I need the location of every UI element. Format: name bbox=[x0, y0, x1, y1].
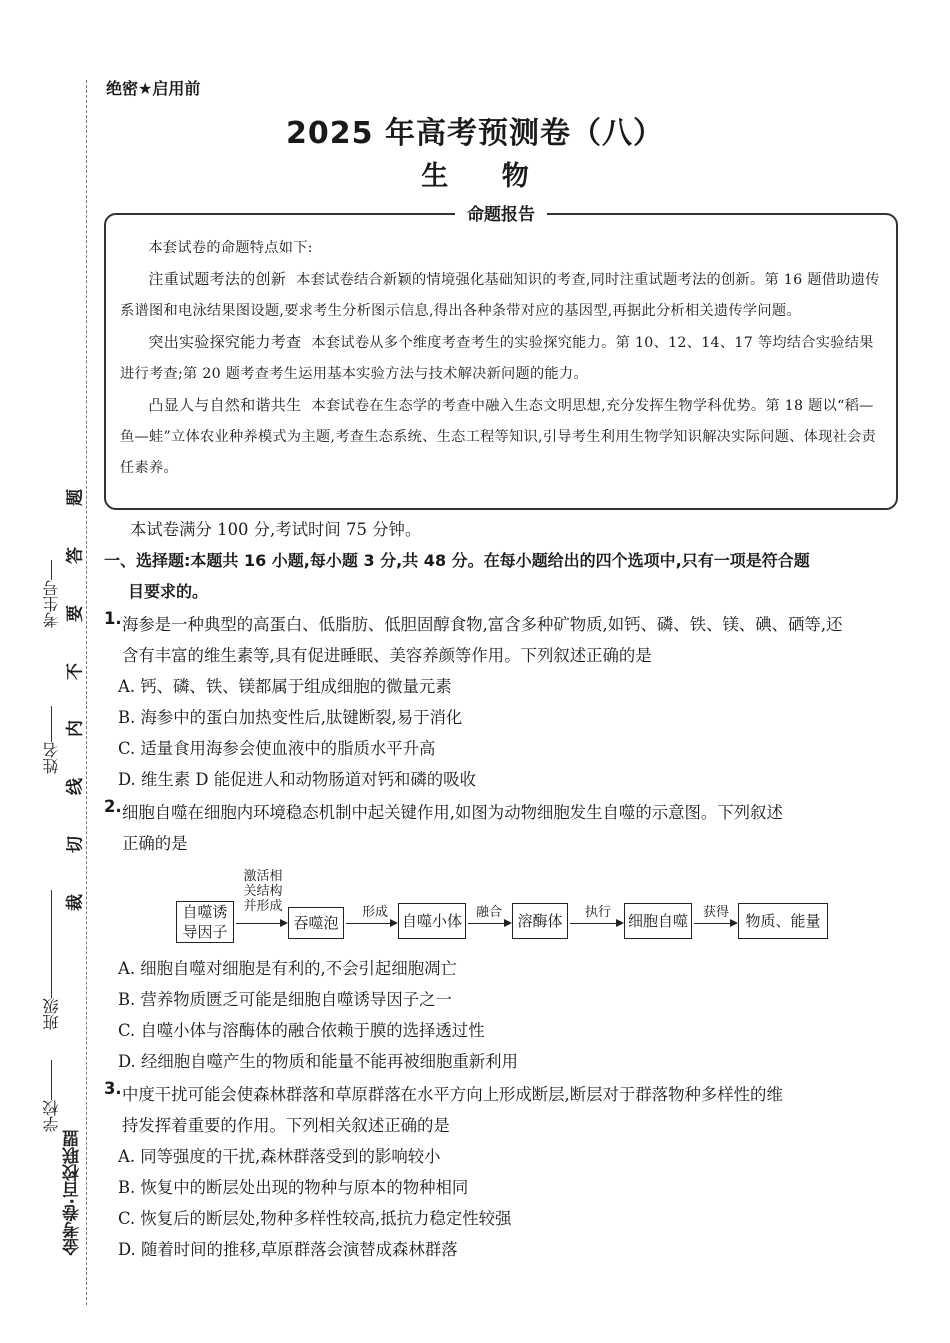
warning-char: 要 bbox=[65, 604, 86, 622]
flow-edge-label: 激活相 关结构 并形成 bbox=[243, 869, 283, 914]
warning-char: 切 bbox=[65, 836, 86, 854]
question-1 bbox=[104, 609, 894, 795]
question-number: 1. bbox=[104, 609, 122, 628]
flow-arrow bbox=[694, 923, 736, 924]
report-body bbox=[120, 233, 884, 484]
question-stem-line: 海参是一种典型的高蛋白、低脂肪、低胆固醇食物,富含多种矿物质,如钙、磷、铁、镁、碘、硒等,还 bbox=[122, 615, 843, 634]
section-heading-line: 一、选择题:本题共 16 小题,每小题 3 分,共 48 分。在每小题给出的四个选项中,只有一项是符合题 bbox=[104, 551, 810, 570]
full-score-note: 本试卷满分 100 分,考试时间 75 分钟。 bbox=[130, 520, 422, 539]
option-d[interactable]: D. 经细胞自噬产生的物质和能量不能再被细胞重新利用 bbox=[118, 1052, 518, 1071]
do-not-answer-warning bbox=[64, 485, 86, 915]
option-a[interactable]: A. 细胞自噬对细胞是有利的,不会引起细胞凋亡 bbox=[118, 959, 457, 978]
secret-label: 绝密★启用前 bbox=[106, 79, 201, 98]
report-item-text: 本套试卷在生态学的考查中融入生态文明思想,充分发挥生物学科优势。第 18 题以“稻—鱼—蛙”立体农业种养模式为主题,考查生态系统、生态工程等知识,引导考生利用生物学知识解决实际问题、体现社会责任素养。 bbox=[120, 398, 877, 476]
autophagy-flow-diagram bbox=[172, 863, 894, 953]
flow-node-lysosome: 溶酶体 bbox=[512, 903, 568, 939]
option-a[interactable]: A. 钙、磷、铁、镁都属于组成细胞的微量元素 bbox=[118, 677, 452, 696]
option-c[interactable]: C. 自噬小体与溶酶体的融合依赖于膜的选择透过性 bbox=[118, 1021, 485, 1040]
flow-node-autophagosome: 自噬小体 bbox=[398, 903, 466, 939]
flow-edge-label: 形成 bbox=[361, 905, 388, 920]
option-b[interactable]: B. 恢复中的断层处出现的物种与原本的物种相同 bbox=[118, 1178, 469, 1197]
option-a[interactable]: A. 同等强度的干扰,森林群落受到的影响较小 bbox=[118, 1147, 441, 1166]
option-c[interactable]: C. 恢复后的断层处,物种多样性较高,抵抗力稳定性较强 bbox=[118, 1209, 512, 1228]
flow-arrow bbox=[570, 923, 622, 924]
option-c[interactable]: C. 适量食用海参会使血液中的脂质水平升高 bbox=[118, 739, 436, 758]
page-title: 2025 年高考预测卷（八） bbox=[286, 116, 664, 151]
option-d[interactable]: D. 维生素 D 能促进人和动物肠道对钙和磷的吸收 bbox=[118, 770, 476, 789]
class-label: 班级 bbox=[42, 998, 61, 1030]
flow-arrow bbox=[346, 923, 396, 924]
report-title: 命题报告 bbox=[455, 200, 547, 225]
report-item bbox=[120, 264, 884, 327]
section-heading bbox=[104, 545, 894, 607]
warning-char: 线 bbox=[65, 778, 86, 796]
proposition-report bbox=[104, 205, 898, 510]
question-number: 3. bbox=[104, 1079, 122, 1098]
option-b[interactable]: B. 海参中的蛋白加热变性后,肽键断裂,易于消化 bbox=[118, 708, 463, 727]
flow-node-matter-energy: 物质、能量 bbox=[738, 903, 828, 939]
report-item-text: 本套试卷结合新颖的情境强化基础知识的考查,同时注重试题考法的创新。第 16 题借助遗传系谱图和电泳结果图设题,要求考生分析图示信息,得出各种条带对应的基因型,再据此分析相关遗传学问题。 bbox=[120, 272, 880, 319]
question-3 bbox=[104, 1079, 894, 1265]
subject-title: 生 物 bbox=[421, 161, 551, 192]
warning-char: 裁 bbox=[65, 893, 86, 911]
report-item-heading: 注重试题考法的创新 bbox=[148, 270, 287, 288]
name-label: 姓名 bbox=[42, 742, 61, 774]
brand-label: 金考卷·百校联盟 bbox=[63, 1130, 83, 1256]
report-item bbox=[120, 390, 884, 484]
question-stem-line: 含有丰富的维生素等,具有促进睡眠、美容养颜等作用。下列叙述正确的是 bbox=[122, 646, 652, 665]
name-field bbox=[40, 706, 63, 774]
flow-edge-label: 融合 bbox=[475, 905, 502, 920]
warning-char: 内 bbox=[65, 720, 86, 738]
flow-edge-label: 获得 bbox=[702, 905, 729, 920]
flow-node-autophagy: 细胞自噬 bbox=[624, 903, 692, 939]
report-item bbox=[120, 327, 884, 390]
flow-node-inducer: 自噬诱 导因子 bbox=[176, 901, 234, 943]
question-stem-line: 中度干扰可能会使森林群落和草原群落在水平方向上形成断层,断层对于群落物种多样性的维 bbox=[122, 1085, 783, 1104]
binding-cut-line bbox=[86, 80, 87, 1305]
exam-content bbox=[104, 514, 894, 1265]
school-label: 学校 bbox=[42, 1100, 61, 1132]
option-b[interactable]: B. 营养物质匮乏可能是细胞自噬诱导因子之一 bbox=[118, 990, 452, 1009]
flow-node-phagophore: 吞噬泡 bbox=[288, 907, 344, 939]
question-number: 2. bbox=[104, 797, 122, 816]
report-item-heading: 突出实验探究能力考查 bbox=[148, 333, 302, 351]
question-stem-line: 正确的是 bbox=[122, 834, 188, 853]
warning-char: 不 bbox=[65, 662, 86, 680]
question-stem-line: 细胞自噬在细胞内环境稳态机制中起关键作用,如图为动物细胞发生自噬的示意图。下列叙述 bbox=[122, 803, 783, 822]
report-item-heading: 凸显人与自然和谐共生 bbox=[148, 396, 302, 414]
option-d[interactable]: D. 随着时间的推移,草原群落会演替成森林群落 bbox=[118, 1240, 458, 1259]
report-intro: 本套试卷的命题特点如下: bbox=[148, 240, 313, 256]
report-item-text: 本套试卷从多个维度考查考生的实验探究能力。第 10、12、14、17 等均结合实验结果进行考查;第 20 题考查考生运用基本实验方法与技术解决新问题的能力。 bbox=[120, 335, 874, 382]
school-field bbox=[40, 1060, 63, 1132]
warning-char: 答 bbox=[65, 546, 86, 564]
exam-number-label: 考生号 bbox=[42, 580, 61, 628]
question-2 bbox=[104, 797, 894, 1077]
flow-arrow bbox=[236, 923, 286, 924]
warning-char: 题 bbox=[65, 489, 86, 506]
question-stem-line: 持发挥着重要的作用。下列相关叙述正确的是 bbox=[122, 1116, 450, 1135]
flow-edge-label: 执行 bbox=[584, 905, 611, 920]
flow-arrow bbox=[468, 923, 510, 924]
section-heading-line: 目要求的。 bbox=[128, 582, 209, 601]
